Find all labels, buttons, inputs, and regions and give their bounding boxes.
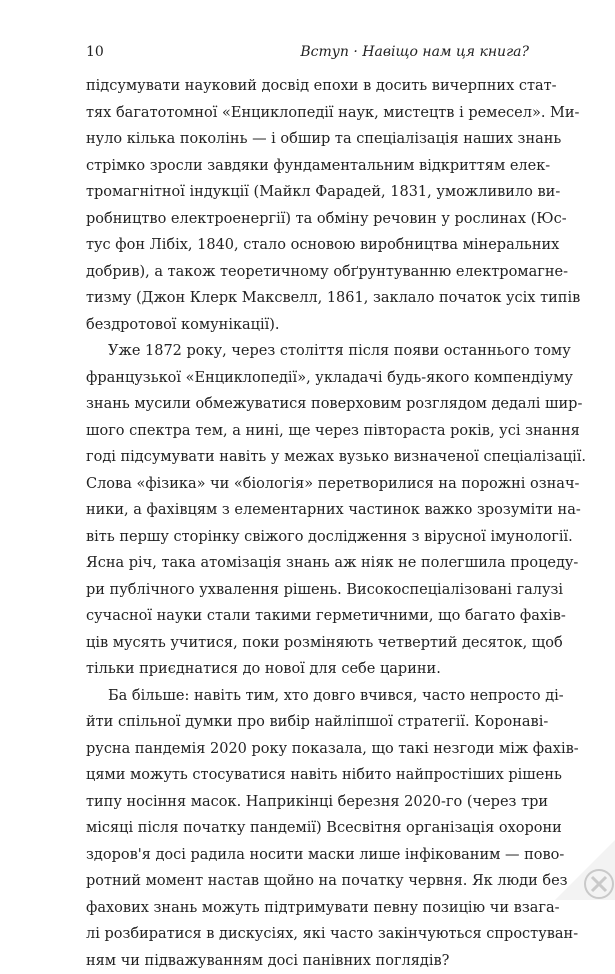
text-line: ротний момент настав щойно на початку червня. Як люди без [86,868,530,895]
body-text [86,73,530,974]
text-line: Ясна річ, така атомізація знань аж ніяк не полегшила процеду- [86,550,530,577]
text-line: здоров'я досі радила носити маски лише інфікованим — пово- [86,842,530,869]
text-line: віть першу сторінку свіжого дослідження з вірусної імунології. [86,524,530,551]
text-line: добрив), а також теоретичному обґрунтуванню електромагне- [86,259,530,286]
chapter-title: Вступ · Навіщо нам ця книга? [300,44,529,60]
text-line: шого спектра тем, а нині, ще через півтораста років, усі знання [86,418,530,445]
text-line: стрімко зросли завдяки фундаментальним відкриттям елек- [86,153,530,180]
text-line: місяці після початку пандемії) Всесвітня організація охорони [86,815,530,842]
page-number: 10 [86,44,104,60]
text-line: ням чи підважуванням досі панівних поглядів? [86,948,530,974]
text-line: типу носіння масок. Наприкінці березня 2020-го (через три [86,789,530,816]
running-head [86,44,529,66]
text-line: Слова «фізика» чи «біологія» перетворилися на порожні означ- [86,471,530,498]
text-line: нуло кілька поколінь — і обшир та спеціалізація наших знань [86,126,530,153]
text-line: тизму (Джон Клерк Максвелл, 1861, заклало початок усіх типів [86,285,530,312]
text-line: лі розбиратися в дискусіях, які часто закінчуються спростуван- [86,921,530,948]
text-line: підсумувати науковий досвід епохи в досить вичерпних стат- [86,73,530,100]
text-line: Уже 1872 року, через століття після появи останнього тому [86,338,530,365]
text-line: ців мусять учитися, поки розміняють четвертий десяток, щоб [86,630,530,657]
paragraph [86,73,530,338]
publisher-logo-icon [555,840,615,900]
text-line: годі підсумувати навіть у межах вузько визначеної спеціалізації. [86,444,530,471]
paragraph [86,338,530,683]
text-line: русна пандемія 2020 року показала, що такі незгоди між фахів- [86,736,530,763]
paragraph [86,683,530,974]
text-line: фахових знань можуть підтримувати певну позицію чи взага- [86,895,530,922]
text-line: цями можуть стосуватися навіть нібито найпростіших рішень [86,762,530,789]
text-line: тромагнітної індукції (Майкл Фарадей, 1831, уможливило ви- [86,179,530,206]
text-line: ники, а фахівцям з елементарних частинок важко зрозуміти на- [86,497,530,524]
text-line: тус фон Лібіх, 1840, стало основою виробництва мінеральних [86,232,530,259]
text-line: тільки приєднатися до нової для себе царини. [86,656,530,683]
text-line: Ба більше: навіть тим, хто довго вчився, часто непросто ді- [86,683,530,710]
text-line: йти спільної думки про вибір найліпшої стратегії. Коронаві- [86,709,530,736]
text-line: французької «Енциклопедії», укладачі будь-якого компендіуму [86,365,530,392]
text-line: сучасної науки стали такими герметичними, що багато фахів- [86,603,530,630]
text-line: знань мусили обмежуватися поверховим розглядом дедалі шир- [86,391,530,418]
text-line: бездротової комунікації). [86,312,530,339]
text-line: ри публічного ухвалення рішень. Високоспеціалізовані галузі [86,577,530,604]
text-line: робництво електроенергії) та обміну речовин у рослинах (Юс- [86,206,530,233]
text-line: тях багатотомної «Енциклопедії наук, мистецтв і ремесел». Ми- [86,100,530,127]
